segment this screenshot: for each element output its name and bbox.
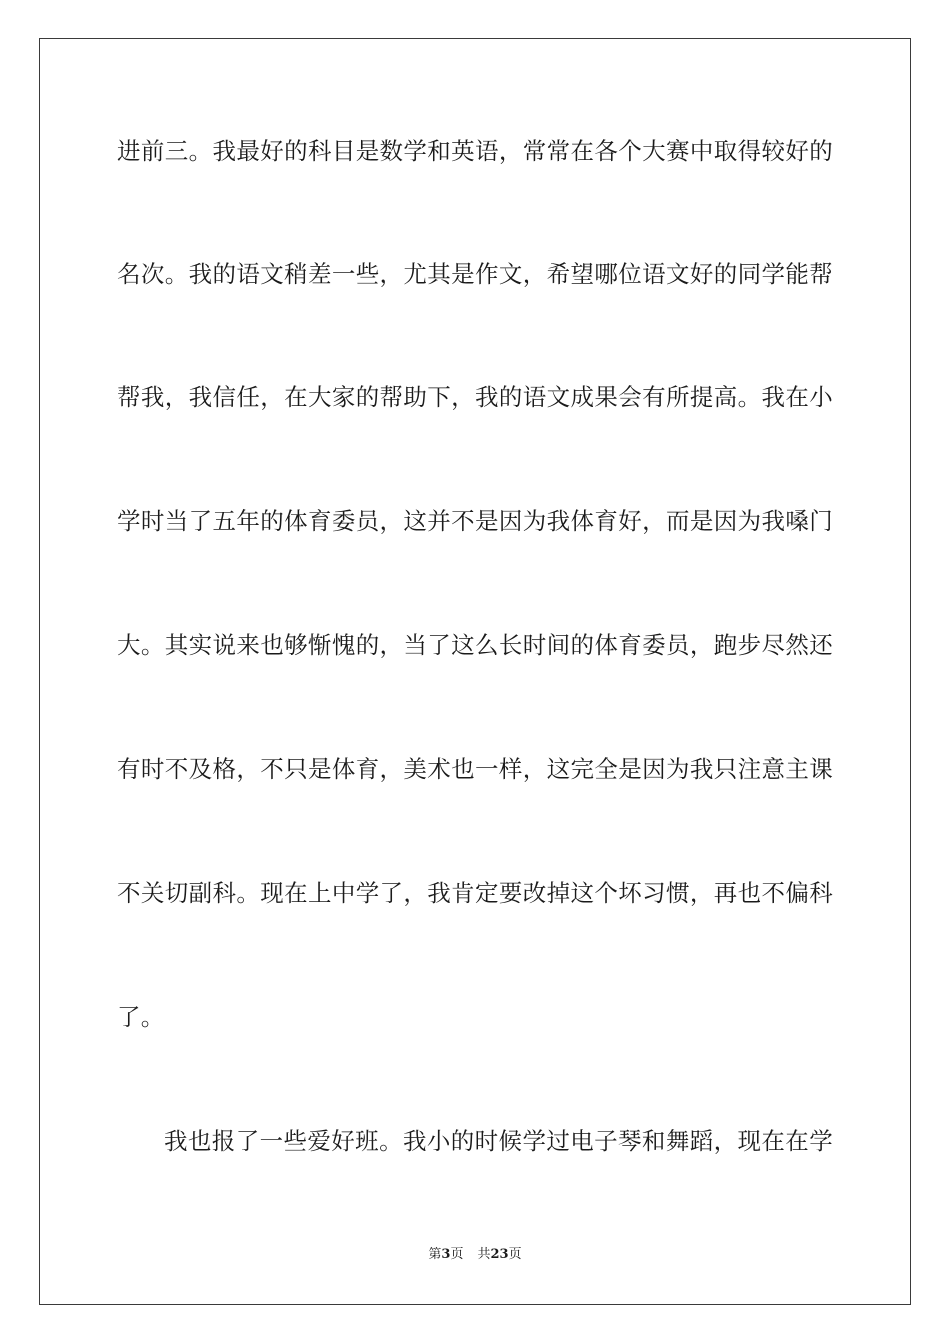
body-text-line-8: 了。	[117, 1003, 165, 1031]
page-number: 3	[441, 1247, 451, 1262]
page-footer	[0, 1246, 950, 1264]
body-text-line-3: 帮我，我信任，在大家的帮助下，我的语文成果会有所提高。我在小	[117, 383, 833, 411]
body-text-paragraph-start: 我也报了一些爱好班。我小的时候学过电子琴和舞蹈，现在在学	[164, 1127, 833, 1155]
body-text-line-1: 进前三。我最好的科目是数学和英语，常常在各个大赛中取得较好的	[117, 137, 833, 165]
body-text-line-4: 学时当了五年的体育委员，这并不是因为我体育好，而是因为我嗓门	[117, 507, 833, 535]
total-prefix: 共	[477, 1247, 491, 1262]
page-prefix: 第	[428, 1247, 442, 1262]
total-pages: 23	[490, 1247, 509, 1262]
page-suffix: 页	[450, 1247, 464, 1262]
body-text-line-5: 大。其实说来也够惭愧的，当了这么长时间的体育委员，跑步尽然还	[117, 631, 833, 659]
body-text-line-7: 不关切副科。现在上中学了，我肯定要改掉这个坏习惯，再也不偏科	[117, 879, 833, 907]
total-suffix: 页	[508, 1247, 522, 1262]
body-text-line-2: 名次。我的语文稍差一些，尤其是作文，希望哪位语文好的同学能帮	[117, 260, 833, 288]
page-border	[39, 38, 911, 1305]
body-text-line-6: 有时不及格，不只是体育，美术也一样，这完全是因为我只注意主课	[117, 755, 833, 783]
